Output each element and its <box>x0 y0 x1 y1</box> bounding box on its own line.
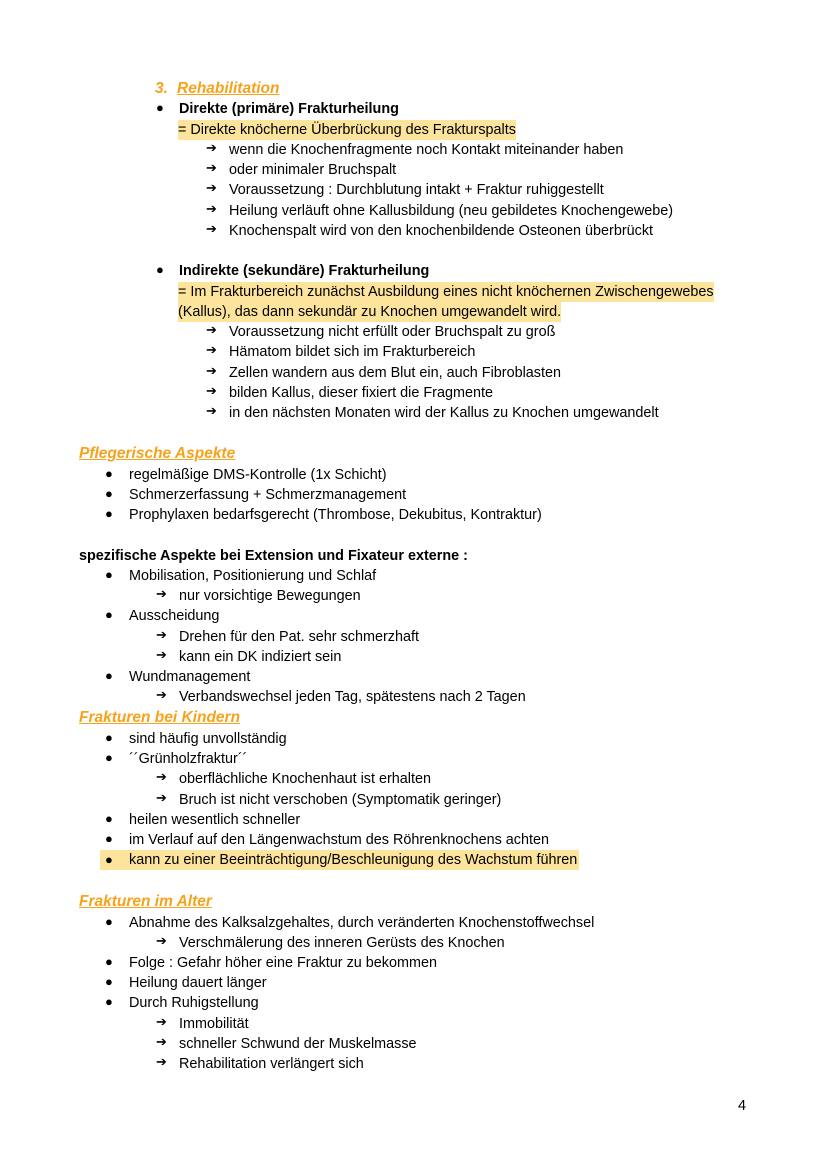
kinder-item: ´´Grünholzfraktur´´ <box>129 751 248 767</box>
alter-subitem: Verschmälerung des inneren Gerüsts des Knochen <box>179 935 505 951</box>
spez-subitem: Drehen für den Pat. sehr schmerzhaft <box>179 629 419 645</box>
direct-item: wenn die Knochenfragmente noch Kontakt miteinander haben <box>229 142 624 158</box>
kinder-item-highlighted <box>100 850 579 870</box>
kinder-heading: Frakturen bei Kindern <box>79 709 241 726</box>
indirect-item: Voraussetzung nicht erfüllt oder Bruchspalt zu groß <box>229 324 556 340</box>
spez-item: Mobilisation, Positionierung und Schlaf <box>129 568 377 584</box>
rehab-heading <box>155 79 279 99</box>
bullet-icon: ● <box>105 852 113 867</box>
indirect-item: Hämatom bildet sich im Frakturbereich <box>229 344 476 360</box>
bullet-icon: ● <box>105 750 113 765</box>
pflege-item: regelmäßige DMS-Kontrolle (1x Schicht) <box>129 467 387 483</box>
alter-item: Abnahme des Kalksalzgehaltes, durch veränderten Knochenstoffwechsel <box>129 915 595 931</box>
bullet-icon: ● <box>105 974 113 989</box>
pflege-item: Prophylaxen bedarfsgerecht (Thrombose, Dekubitus, Kontraktur) <box>129 507 542 523</box>
bullet-icon: ● <box>105 506 113 521</box>
bullet-icon: ● <box>156 262 164 277</box>
direct-title: Direkte (primäre) Frakturheilung <box>179 101 399 117</box>
arrow-icon: ➔ <box>206 403 217 418</box>
alter-item: Heilung dauert länger <box>129 975 267 991</box>
kinder-item: heilen wesentlich schneller <box>129 812 301 828</box>
arrow-icon: ➔ <box>206 160 217 175</box>
arrow-icon: ➔ <box>156 1054 167 1069</box>
arrow-icon: ➔ <box>156 627 167 642</box>
kinder-subitem: Bruch ist nicht verschoben (Symptomatik geringer) <box>179 792 502 808</box>
bullet-icon: ● <box>105 994 113 1009</box>
arrow-icon: ➔ <box>156 586 167 601</box>
indirect-title: Indirekte (sekundäre) Frakturheilung <box>179 263 430 279</box>
arrow-icon: ➔ <box>206 383 217 398</box>
indirect-definition-line2: (Kallus), das dann sekundär zu Knochen umgewandelt wird. <box>178 304 562 320</box>
spez-item: Ausscheidung <box>129 608 220 624</box>
alter-subitem: Immobilität <box>179 1016 249 1032</box>
spez-subitem: Verbandswechsel jeden Tag, spätestens nach 2 Tagen <box>179 689 526 705</box>
spez-subitem: nur vorsichtige Bewegungen <box>179 588 361 604</box>
page-number: 4 <box>738 1098 747 1114</box>
alter-item: Durch Ruhigstellung <box>129 995 259 1011</box>
bullet-icon: ● <box>105 466 113 481</box>
spez-heading: spezifische Aspekte bei Extension und Fixateur externe : <box>79 548 468 564</box>
arrow-icon: ➔ <box>156 1014 167 1029</box>
alter-subitem: Rehabilitation verlängert sich <box>179 1056 364 1072</box>
indirect-definition-line1: = Im Frakturbereich zunächst Ausbildung eines nicht knöchernen Zwischengewebes <box>178 284 714 300</box>
arrow-icon: ➔ <box>206 201 217 216</box>
bullet-icon: ● <box>105 567 113 582</box>
pflege-item: Schmerzerfassung + Schmerzmanagement <box>129 487 407 503</box>
bullet-icon: ● <box>156 100 164 115</box>
arrow-icon: ➔ <box>156 933 167 948</box>
alter-subitem: schneller Schwund der Muskelmasse <box>179 1036 417 1052</box>
arrow-icon: ➔ <box>206 322 217 337</box>
direct-item: Knochenspalt wird von den knochenbildende Osteonen überbrückt <box>229 223 654 239</box>
bullet-icon: ● <box>105 486 113 501</box>
kinder-item: im Verlauf auf den Längenwachstum des Röhrenknochens achten <box>129 832 549 848</box>
kinder-subitem: oberflächliche Knochenhaut ist erhalten <box>179 771 432 787</box>
bullet-icon: ● <box>105 668 113 683</box>
arrow-icon: ➔ <box>206 140 217 155</box>
rehab-number: 3. <box>155 80 168 97</box>
bullet-icon: ● <box>105 914 113 929</box>
alter-item: Folge : Gefahr höher eine Fraktur zu bekommen <box>129 955 437 971</box>
direct-item: Voraussetzung : Durchblutung intakt + Fraktur ruhiggestellt <box>229 182 604 198</box>
bullet-icon: ● <box>105 607 113 622</box>
spez-item: Wundmanagement <box>129 669 251 685</box>
bullet-icon: ● <box>105 954 113 969</box>
kinder-item-text: kann zu einer Beeinträchtigung/Beschleunigung des Wachstum führen <box>129 852 578 868</box>
rehab-title: Rehabilitation <box>177 80 280 97</box>
arrow-icon: ➔ <box>156 1034 167 1049</box>
bullet-icon: ● <box>105 811 113 826</box>
bullet-icon: ● <box>105 831 113 846</box>
direct-item: oder minimaler Bruchspalt <box>229 162 397 178</box>
indirect-item: bilden Kallus, dieser fixiert die Fragmente <box>229 385 493 401</box>
arrow-icon: ➔ <box>156 647 167 662</box>
spez-subitem: kann ein DK indiziert sein <box>179 649 342 665</box>
arrow-icon: ➔ <box>156 687 167 702</box>
indirect-item: in den nächsten Monaten wird der Kallus zu Knochen umgewandelt <box>229 405 659 421</box>
alter-heading: Frakturen im Alter <box>79 893 212 910</box>
direct-item: Heilung verläuft ohne Kallusbildung (neu gebildetes Knochengewebe) <box>229 203 674 219</box>
pflege-heading: Pflegerische Aspekte <box>79 445 236 462</box>
arrow-icon: ➔ <box>156 769 167 784</box>
bullet-icon: ● <box>105 730 113 745</box>
arrow-icon: ➔ <box>206 221 217 236</box>
arrow-icon: ➔ <box>206 363 217 378</box>
indirect-item: Zellen wandern aus dem Blut ein, auch Fibroblasten <box>229 365 561 381</box>
arrow-icon: ➔ <box>156 790 167 805</box>
kinder-item: sind häufig unvollständig <box>129 731 287 747</box>
arrow-icon: ➔ <box>206 180 217 195</box>
arrow-icon: ➔ <box>206 342 217 357</box>
direct-definition: = Direkte knöcherne Überbrückung des Frakturspalts <box>178 122 516 138</box>
